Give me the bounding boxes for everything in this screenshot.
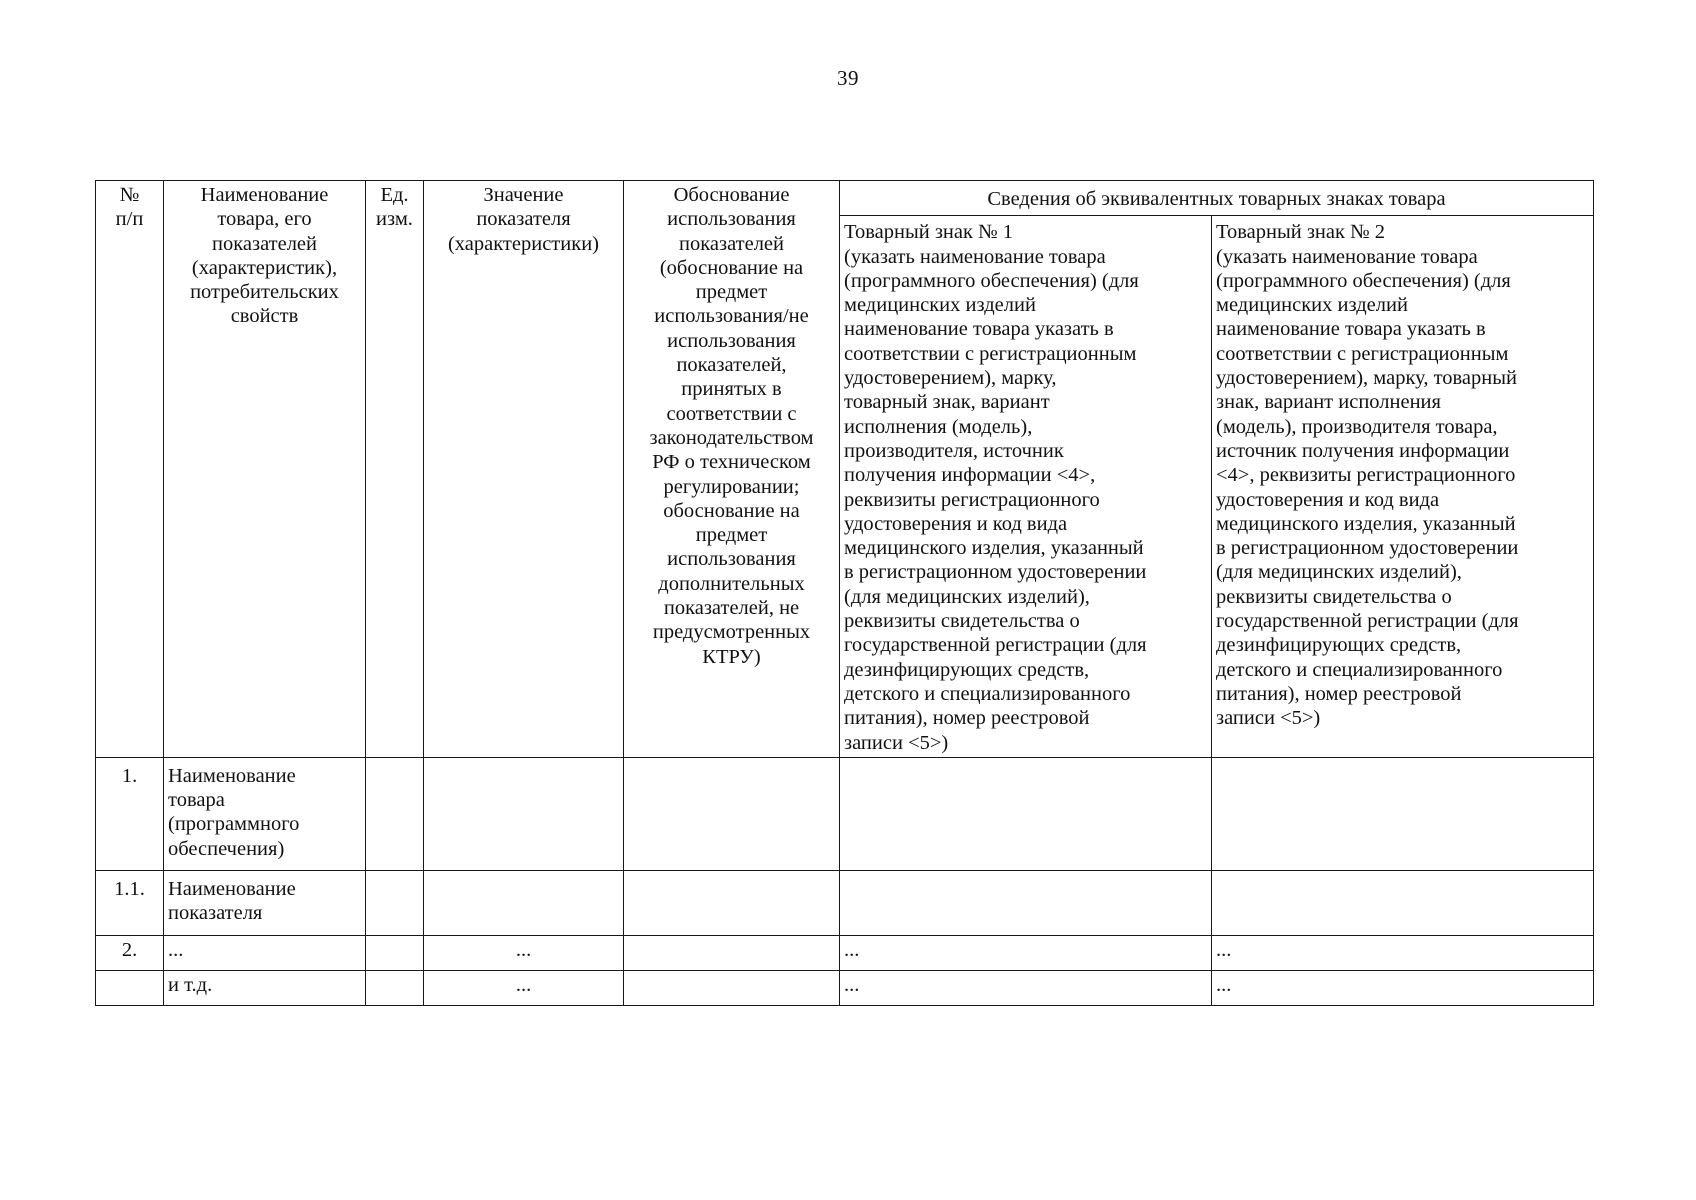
cell-name: Наименование товара (программного обеспечения) <box>164 757 366 870</box>
cell-trademark-2: ... <box>1212 935 1594 970</box>
header-name: Наименование товара, его показателей (характеристик), потребительских свойств <box>164 181 366 758</box>
cell-name: ... <box>164 935 366 970</box>
cell-justification <box>624 970 840 1005</box>
header-justification: Обоснование использования показателей (обоснование на предмет использования/не использования показателей, принятых в соответствии с законодательством РФ о техническом регулировании; обоснование на предмет использования дополнительных показателей, не предусмотренных КТРУ) <box>624 181 840 758</box>
cell-unit <box>366 870 424 935</box>
table-row <box>96 935 1594 970</box>
header-value: Значение показателя (характеристики) <box>424 181 624 758</box>
cell-trademark-2 <box>1212 870 1594 935</box>
header-equivalent-trademarks: Сведения об эквивалентных товарных знаках товара <box>840 181 1594 216</box>
header-trademark-2: Товарный знак № 2 (указать наименование товара (программного обеспечения) (для медицинских изделий наименование товара указать в соответствии с регистрационным удостоверением), марку, товарный знак, вариант исполнения (модель), производителя товара, источник получения информации <4>, реквизиты регистрационного удостоверения и код вида медицинского изделия, указанный в регистрационном удостоверении (для медицинских изделий), реквизиты свидетельства о государственной регистрации (для дезинфицирующих средств, детского и специализированного питания), номер реестровой записи <5>) <box>1212 216 1594 758</box>
cell-num: 1.1. <box>96 870 164 935</box>
cell-justification <box>624 870 840 935</box>
cell-trademark-2 <box>1212 757 1594 870</box>
cell-value <box>424 757 624 870</box>
cell-trademark-1 <box>840 757 1212 870</box>
table-row <box>96 757 1594 870</box>
cell-unit <box>366 935 424 970</box>
cell-trademark-2: ... <box>1212 970 1594 1005</box>
cell-num: 1. <box>96 757 164 870</box>
equivalent-trademarks-table <box>95 180 1594 1006</box>
header-num: № п/п <box>96 181 164 758</box>
table-row <box>96 970 1594 1005</box>
cell-num: 2. <box>96 935 164 970</box>
header-unit: Ед. изм. <box>366 181 424 758</box>
cell-trademark-1: ... <box>840 970 1212 1005</box>
cell-unit <box>366 970 424 1005</box>
cell-name: Наименование показателя <box>164 870 366 935</box>
cell-value <box>424 870 624 935</box>
cell-justification <box>624 757 840 870</box>
cell-num <box>96 970 164 1005</box>
cell-value: ... <box>424 935 624 970</box>
cell-trademark-1 <box>840 870 1212 935</box>
header-row <box>96 181 1594 216</box>
cell-name: и т.д. <box>164 970 366 1005</box>
cell-unit <box>366 757 424 870</box>
header-trademark-1: Товарный знак № 1 (указать наименование товара (программного обеспечения) (для медицинских изделий наименование товара указать в соответствии с регистрационным удостоверением), марку, товарный знак, вариант исполнения (модель), производителя, источник получения информации <4>, реквизиты регистрационного удостоверения и код вида медицинского изделия, указанный в регистрационном удостоверении (для медицинских изделий), реквизиты свидетельства о государственной регистрации (для дезинфицирующих средств, детского и специализированного питания), номер реестровой записи <5>) <box>840 216 1212 758</box>
cell-justification <box>624 935 840 970</box>
table-row <box>96 870 1594 935</box>
cell-trademark-1: ... <box>840 935 1212 970</box>
cell-value: ... <box>424 970 624 1005</box>
page-number: 39 <box>837 66 859 90</box>
